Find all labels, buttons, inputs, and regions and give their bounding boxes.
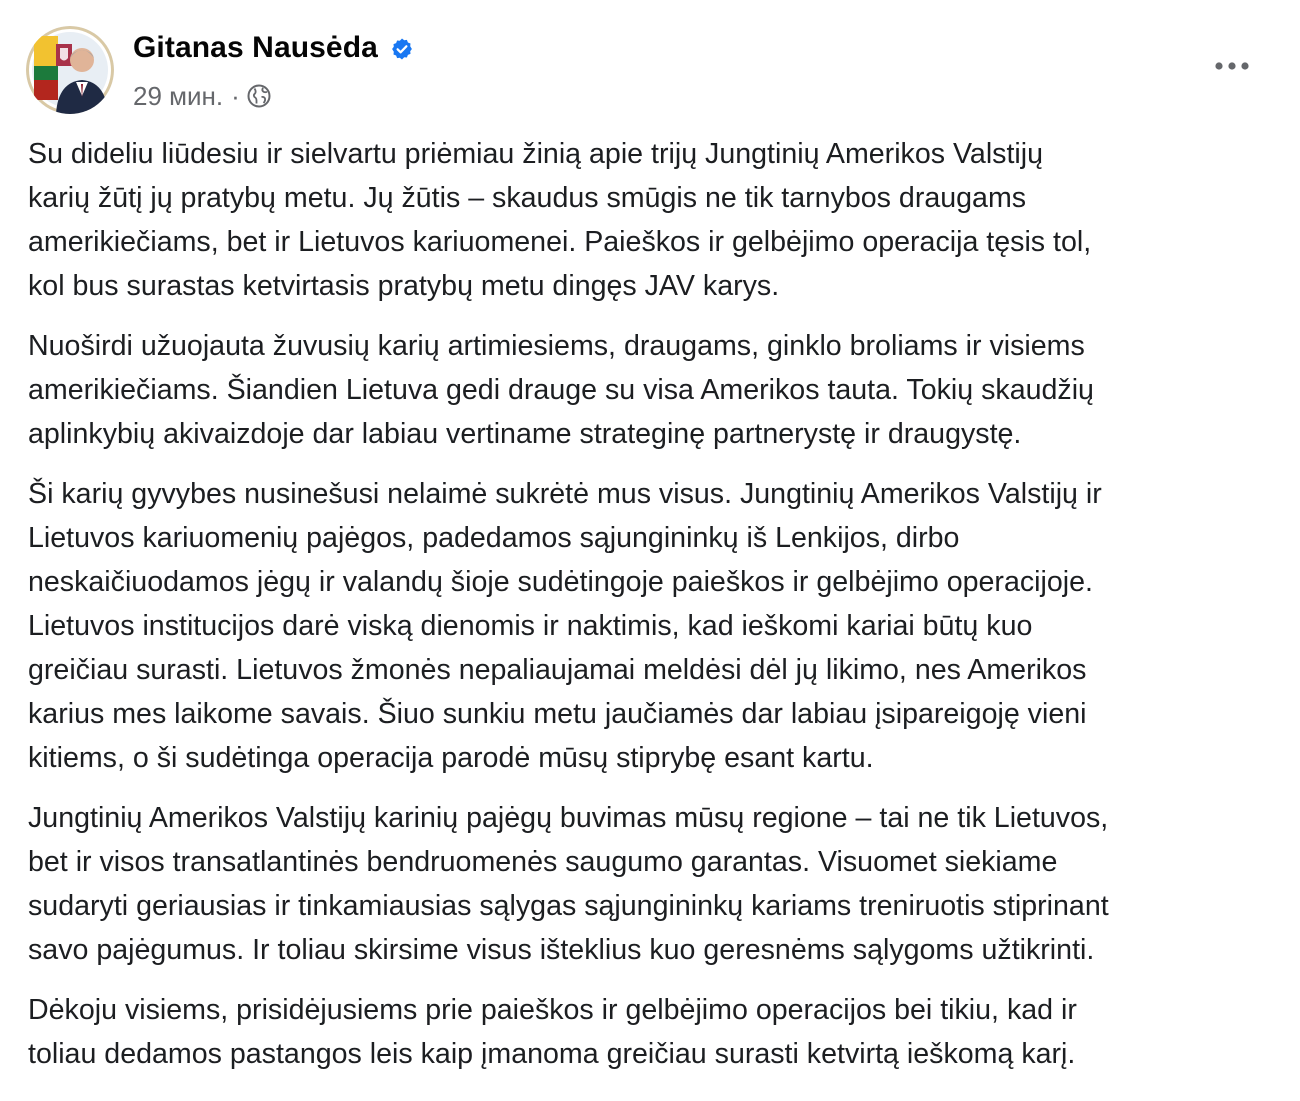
- paragraph-line: karių žūtį jų pratybų metu. Jų žūtis – skaudus smūgis ne tik tarnybos draugams: [28, 182, 1027, 214]
- author-name[interactable]: Gitanas Nausėda: [133, 31, 378, 64]
- post-content: [28, 132, 1278, 1092]
- post-meta: [133, 80, 414, 112]
- meta-separator: ·: [231, 80, 240, 111]
- post-timestamp[interactable]: 29 мин.: [133, 80, 224, 111]
- paragraph-line: karius mes laikome savais. Šiuo sunkiu metu jaučiamės dar labiau įsipareigoję vieni: [28, 698, 1087, 730]
- paragraph-line: Jungtinių Amerikos Valstijų karinių pajėgų buvimas mūsų regione – tai ne tik Lietuvos,: [28, 802, 1109, 834]
- paragraph-line: Ši karių gyvybes nusinešusi nelaimė sukrėtė mus visus. Jungtinių Amerikos Valstijų ir: [28, 478, 1102, 510]
- verified-badge-icon: [390, 37, 414, 61]
- paragraph-line: Dėkoju visiems, prisidėjusiems prie paieškos ir gelbėjimo operacijos bei tikiu, kad ir: [28, 994, 1077, 1026]
- more-options-icon: [1212, 60, 1252, 72]
- paragraph-line: neskaičiuodamos jėgų ir valandų šioje sudėtingoje paieškos ir gelbėjimo operacijoje.: [28, 566, 1093, 598]
- paragraph-line: amerikiečiams, bet ir Lietuvos kariuomenei. Paieškos ir gelbėjimo operacija tęsis tol,: [28, 226, 1092, 258]
- paragraph-line: savo pajėgumus. Ir toliau skirsime visus išteklius kuo geresnėms sąlygoms užtikrinti.: [28, 934, 1095, 966]
- paragraph-line: kitiems, o ši sudėtinga operacija parodė mūsų stiprybę esant kartu.: [28, 742, 874, 774]
- post-paragraph-1: [28, 132, 1278, 308]
- paragraph-line: aplinkybių akivaizdoje dar labiau vertiname strateginę partnerystę ir draugystę.: [28, 418, 1022, 450]
- post-paragraph-2: [28, 324, 1278, 456]
- paragraph-line: Su dideliu liūdesiu ir sielvartu priėmiau žinią apie trijų Jungtinių Amerikos Valstijų: [28, 138, 1044, 170]
- profile-avatar[interactable]: [26, 26, 114, 114]
- paragraph-line: sudaryti geriausias ir tinkamiausias sąlygas sąjungininkų kariams treniruotis stiprinant: [28, 890, 1109, 922]
- post-paragraph-3: [28, 472, 1278, 780]
- post-paragraph-5: [28, 988, 1278, 1076]
- more-options-button[interactable]: [1204, 46, 1260, 86]
- author-row: [133, 26, 414, 70]
- paragraph-line: amerikiečiams. Šiandien Lietuva gedi drauge su visa Amerikos tauta. Tokių skaudžių: [28, 374, 1094, 406]
- avatar-image: [26, 26, 114, 114]
- post-header: [26, 26, 1260, 116]
- post-paragraph-4: [28, 796, 1278, 972]
- paragraph-line: Lietuvos kariuomenių pajėgos, padedamos sąjungininkų iš Lenkijos, dirbo: [28, 522, 960, 554]
- author-block: [133, 26, 414, 112]
- paragraph-line: kol bus surastas ketvirtasis pratybų metu dingęs JAV karys.: [28, 270, 780, 302]
- paragraph-line: greičiau surasti. Lietuvos žmonės nepaliaujamai meldėsi dėl jų likimo, nes Amerikos: [28, 654, 1087, 686]
- paragraph-line: toliau dedamos pastangos leis kaip įmanoma greičiau surasti ketvirtą ieškomą karį.: [28, 1038, 1076, 1070]
- paragraph-line: Lietuvos institucijos darė viską dienomis ir naktimis, kad ieškomi kariai būtų kuo: [28, 610, 1033, 642]
- paragraph-line: Nuoširdi užuojauta žuvusių karių artimiesiems, draugams, ginklo broliams ir visiems: [28, 330, 1085, 362]
- globe-icon[interactable]: [246, 83, 272, 109]
- paragraph-line: bet ir visos transatlantinės bendruomenės saugumo garantas. Visuomet siekiame: [28, 846, 1058, 878]
